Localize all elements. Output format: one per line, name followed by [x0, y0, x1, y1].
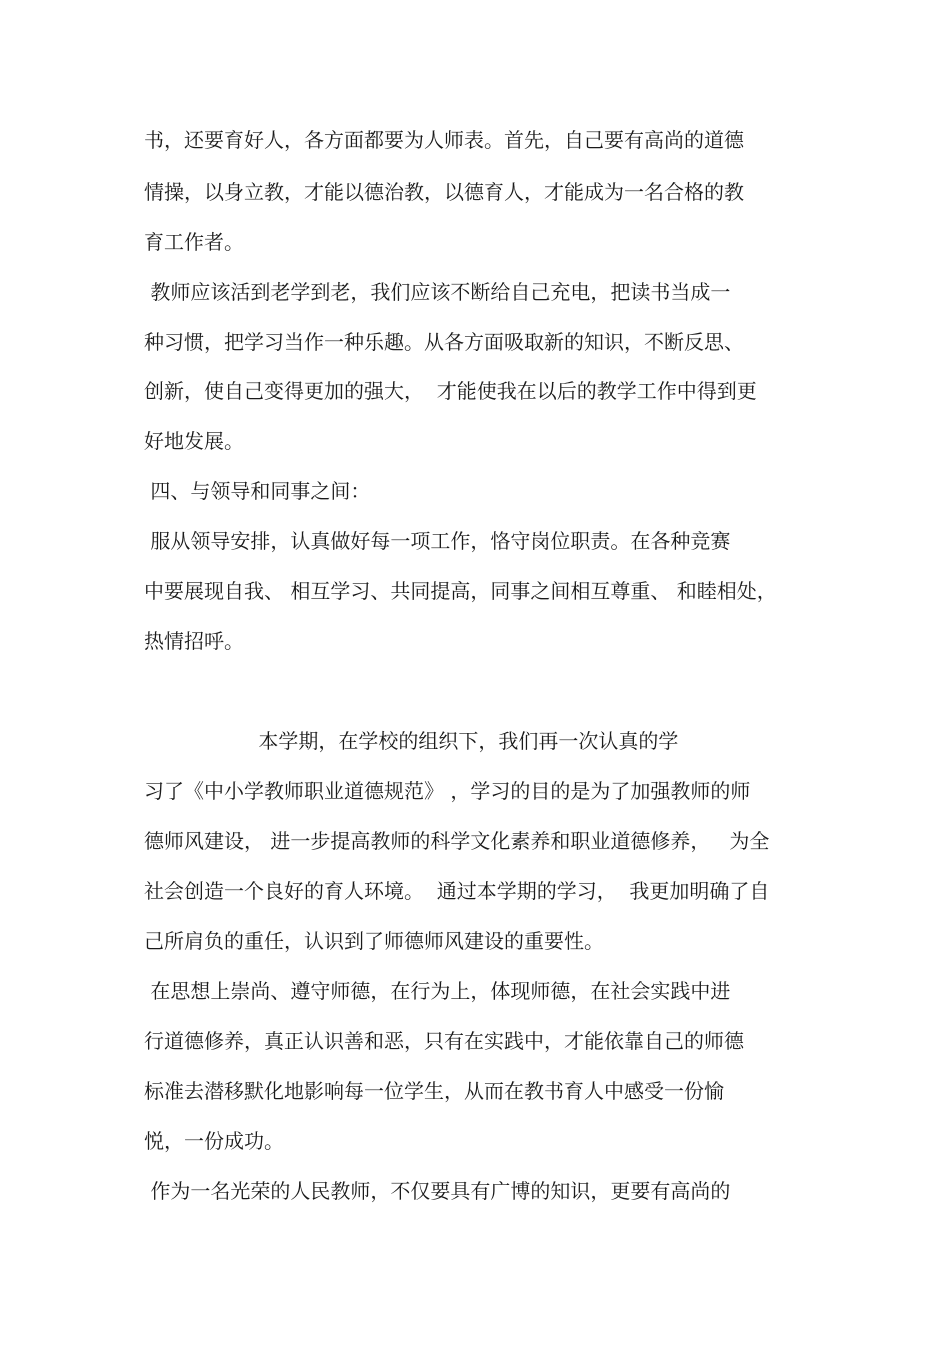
text-line: 习了《中小学教师职业道德规范》 ，学习的目的是为了加强教师的师 — [144, 779, 751, 803]
text-line: 育工作者。 — [144, 230, 244, 254]
text-line: 服从领导安排，认真做好每一项工作，恪守岗位职责。在各种竞赛 — [144, 529, 731, 553]
text-line: 书，还要育好人，各方面都要为人师表。首先，自己要有高尚的道德 — [144, 128, 744, 152]
text-line: 情操，以身立教，才能以德治教，以德育人，才能成为一名合格的教 — [144, 180, 744, 204]
text-line: 悦，一份成功。 — [144, 1129, 284, 1153]
text-line: 热情招呼。 — [144, 629, 244, 653]
text-line: 本学期，在学校的组织下，我们再一次认真的学 — [144, 729, 679, 753]
text-line: 好地发展。 — [144, 429, 244, 453]
text-line: 作为一名光荣的人民教师，不仅要具有广博的知识，更要有高尚的 — [144, 1179, 731, 1203]
text-line: 在思想上崇尚、遵守师德，在行为上，体现师德，在社会实践中进 — [144, 979, 731, 1003]
text-line: 德师风建设， 进一步提高教师的科学文化素养和职业道德修养， 为全 — [144, 829, 770, 853]
text-line: 标准去潜移默化地影响每一位学生，从而在教书育人中感受一份愉 — [144, 1079, 724, 1103]
text-line: 创新，使自己变得更加的强大， 才能使我在以后的教学工作中得到更 — [144, 379, 757, 403]
text-line: 行道德修养，真正认识善和恶，只有在实践中，才能依靠自己的师德 — [144, 1029, 744, 1053]
text-line: 种习惯，把学习当作一种乐趣。从各方面吸取新的知识，不断反思、 — [144, 330, 744, 354]
section-heading: 四、与领导和同事之间： — [144, 479, 371, 503]
text-line: 中要展现自我、 相互学习、共同提高，同事之间相互尊重、 和睦相处， — [144, 579, 777, 603]
text-line: 社会创造一个良好的育人环境。 通过本学期的学习， 我更加明确了自 — [144, 879, 770, 903]
text-line: 教师应该活到老学到老，我们应该不断给自己充电，把读书当成一 — [144, 280, 731, 304]
text-line: 己所肩负的重任，认识到了师德师风建设的重要性。 — [144, 929, 604, 953]
